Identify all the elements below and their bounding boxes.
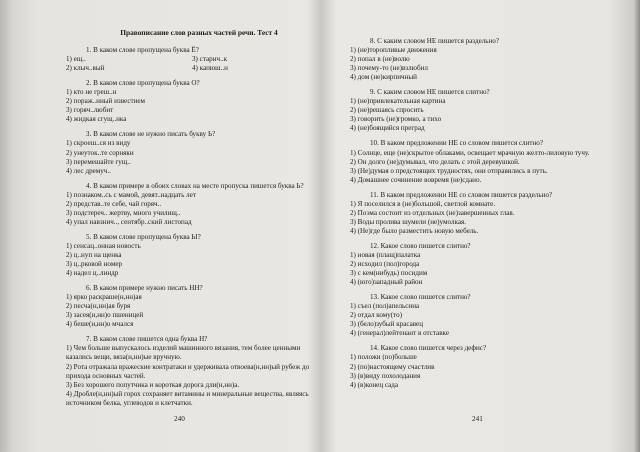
answer-option: 3) старич..к [192,55,228,64]
answer-option: 4) жидкая сгущ..нка [66,115,127,124]
question [350,37,620,82]
question-list [350,37,620,390]
answer-option: 4) беше(н,нн)о мчался [66,320,134,329]
answer-options [66,191,312,227]
question [66,335,312,407]
question [350,344,620,389]
answer-option: 1) (не)торопливые движения [350,46,437,55]
answer-option: 1) сенсац..онная новость [66,241,141,250]
answer-options [66,55,312,73]
answer-option: 4) капюш..н [192,64,228,73]
answer-option: 3) Воды пролива шумели (не)умолкая. [350,217,467,226]
answer-option: 1) новая (плащ)палатка [350,250,421,259]
question [66,233,312,278]
answer-option: 4) (не)боящийся преград [350,124,425,133]
answer-option: 3) перемешайте гущ.. [66,157,131,166]
question [66,284,312,329]
answer-option: 4) дом (не)кирпичный [350,73,417,82]
answer-option: 2) клыч..вый [66,64,105,73]
answer-option: 4) упал навзнич.., сентябр..ский листопад [66,217,192,226]
answer-options [350,97,620,133]
answer-option: 2) унеуток..те сорняки [66,148,134,157]
answer-option: 2) пораж..нный известием [66,97,146,106]
answer-option: 2) (не)решаясь спросить [350,106,424,115]
answer-options [66,293,312,329]
answer-option: 1) положи (по)больше [350,353,417,362]
answer-option: 3) (бело)зубый красавец [350,320,423,329]
answer-options [350,353,620,389]
question-text: 3. В каком слове не нужно писать букву Ь? [86,130,216,139]
answer-option: 3) Без хорошего попутчика и короткая дорога дли(н,нн)а. [66,380,240,389]
answer-option: 4) лес дремуч.. [66,166,111,175]
answer-options [350,200,620,236]
question-text: 11. В каком предложении НЕ со словом пишется раздельно? [370,190,553,199]
answer-option: 2) ц..нуп на щенка [66,250,122,259]
answer-option: 3) с кем(нибудь) посидим [350,269,428,278]
answer-options [66,88,312,124]
answer-options [66,344,312,407]
question-text: 4. В каком примере в обоих словах на месте пропуска пишется буква Ь? [86,181,304,190]
question [350,242,620,287]
question-text: 2. В каком слове пропущена буква О? [86,79,200,88]
answer-option: 1) ярко раскраше(н,нн)ая [66,293,142,302]
answer-option: 2) песча(н,нн)ая буря [66,302,131,311]
answer-option: 3) подстереч.. жертву, много училищ.. [66,208,181,217]
question-list [66,46,312,408]
answer-option: 3) говорить (не)громко, а тихо [350,115,442,124]
question [66,79,312,124]
answer-option: 1) ещ.. [66,55,86,64]
question-text: 8. С каким словом НЕ пишется раздельно? [370,37,499,45]
answer-option: 4) (генерал)лейтенант в отставке [350,329,449,338]
answer-option: 1) Чем больше выпускалось изделий машинного вязания, тем более ценными казались вещи, вяза(н,нн)ые вручную. [66,344,301,362]
question [66,46,312,73]
answer-option: 2) Он долго (не)думывал, что делать с этой деревушкой. [350,157,520,166]
answer-option: 4) Дробле(н,нн)ый горох сохраняет витамины и минеральные вещества, являясь источником белка, углеводов и клетчатки. [66,389,309,407]
question [350,191,620,236]
answer-option: 1) Солнце, еще (не)скрытое облаками, освещает мрачную желто-лиловую тучу. [350,148,590,157]
answer-option: 1) познаком..сь с мамой, девят..надцать лет [66,190,196,199]
answer-option: 2) исходил (пол)города [350,260,420,269]
answer-option: 3) горяч..любит [66,106,114,115]
question-text: 10. В каком предложении НЕ со словом пишется слитно? [370,139,543,148]
right-page [322,0,640,452]
answer-option: 3) ц..рковой номер [66,260,123,269]
answer-option: 1) (не)привлекательная картина [350,97,446,106]
answer-option: 2) Поэма состоит из отдельных (не)завершенных глав. [350,208,515,217]
answer-options [66,139,312,175]
answer-option: 4) Домашнее сочинение вовремя (не)сдано. [350,175,482,184]
page-number: 240 [174,414,185,423]
question-text: 9. С каким словом НЕ пишется слитно? [370,88,490,97]
answer-option: 4) надел ц..линдр [66,269,119,278]
page-title: Правописание слов разных частей речи. Тест 4 [120,28,278,37]
question-text: 6. В каком примере нужно писать НН? [86,284,203,293]
answer-option: 1) кто не греш..н [66,88,117,97]
question-text: 7. В каком слове пишется одна буква Н? [86,335,208,344]
answer-option: 3) (Не)думая о предстоящих трудностях, они отправились в путь. [350,166,548,175]
answer-option: 1) съел (пол)апельсина [350,302,420,311]
question-text: 13. Какое слово пишется слитно? [370,293,471,302]
answer-option: 2) Рота отражала вражеские контратаки и удерживала отвоева(н,нн)ый рубеж до прихода основных частей. [66,362,310,380]
answer-options [350,149,620,185]
answer-option: 2) попал в (не)волю [350,55,410,64]
answer-option: 2) отдал кому(то) [350,311,403,320]
answer-options [350,302,620,338]
answer-option: 4) (юго)западный район [350,278,423,287]
question-text: 5. В каком слове пропущена буква Ы? [86,232,201,241]
question [350,88,620,133]
answer-option: 4) (Не)где было разместить новую мебель. [350,226,479,235]
question [66,130,312,175]
answer-option: 4) (в)конец сада [350,380,399,389]
question-text: 14. Какое слово пишется через дефис? [370,344,487,353]
answer-option: 2) представ..те себе, чай горяч.. [66,199,162,208]
answer-option: 1) Я поселился в (не)большой, светлой комнате. [350,199,496,208]
answer-options [350,46,620,82]
page-number: 241 [472,414,483,423]
answer-option: 3) почему-то (не)взлюбил [350,64,428,73]
question [350,139,620,184]
answer-option: 2) (по)настоящему счастлив [350,362,435,371]
answer-option: 1) скроеш..ся из виду [66,139,131,148]
question-text: 12. Какое слово пишется слитно? [370,241,471,250]
question [66,182,312,227]
question-text: 1. В каком слове пропущена буква Ё? [86,46,199,55]
answer-options [350,251,620,287]
answer-option: 3) засея(н,нн)о пшеницей [66,311,144,320]
answer-options [66,242,312,278]
question [350,293,620,338]
answer-option: 3) (в)виду похолодания [350,371,421,380]
